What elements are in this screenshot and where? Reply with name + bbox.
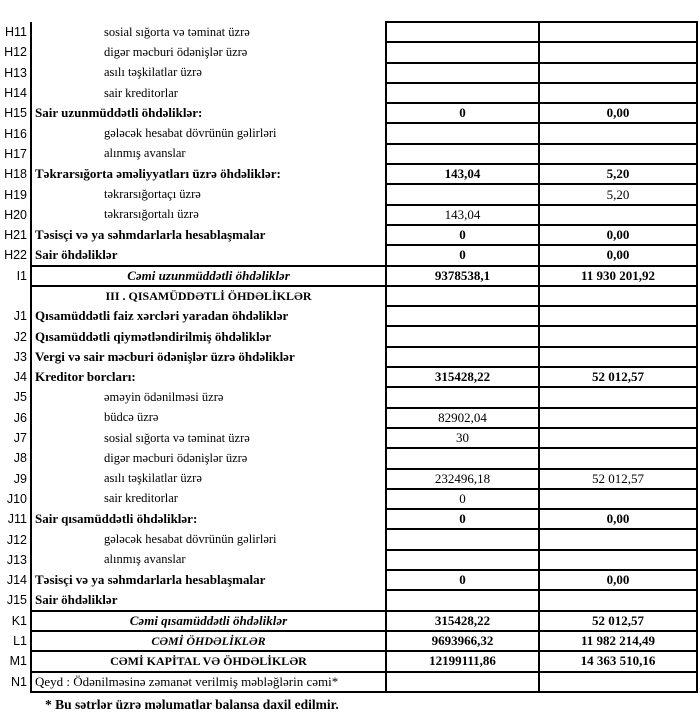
value-current: 143,04: [386, 164, 539, 184]
table-row: [3, 550, 697, 570]
row-code: H19: [4, 187, 27, 202]
row-label: Qısamüddətli faiz xərcləri yaradan öhdəliklər: [31, 306, 386, 326]
value-current: [386, 306, 539, 326]
table-row: [3, 387, 697, 407]
row-label: Sair uzunmüddətli öhdəliklər:: [31, 103, 386, 123]
value-current: 0: [386, 570, 539, 590]
row-code: J1: [13, 309, 27, 324]
value-previous: 14 363 510,16: [539, 651, 697, 671]
value-current: 0: [386, 489, 539, 509]
row-code: H12: [4, 45, 27, 60]
table-row: [3, 306, 697, 326]
value-current: [386, 22, 539, 42]
value-previous: 5,20: [539, 184, 697, 204]
value-previous: [539, 63, 697, 83]
row-label: CƏMİ KAPİTAL VƏ ÖHDƏLİKLƏR: [31, 651, 386, 671]
value-previous: [539, 550, 697, 570]
value-current: 232496,18: [386, 469, 539, 489]
value-current: [386, 326, 539, 346]
row-label: digər məcburi ödənişlər üzrə: [31, 448, 386, 468]
row-label: alınmış avanslar: [31, 144, 386, 164]
row-label: Cəmi qısamüddətli öhdəliklər: [31, 611, 386, 631]
value-current: [386, 184, 539, 204]
row-code: H15: [4, 106, 27, 121]
value-current: [386, 42, 539, 62]
value-previous: [539, 408, 697, 428]
row-label: Kreditor borcları:: [31, 367, 386, 387]
table-row: [3, 103, 697, 123]
row-label: Vergi və sair məcburi ödənişlər üzrə öhdəliklər: [31, 347, 386, 367]
row-label: Sair öhdəliklər: [31, 245, 386, 265]
table-row: [3, 184, 697, 204]
row-code: J13: [6, 552, 27, 567]
row-label: Təsisçi və ya səhmdarlarla hesablaşmalar: [31, 225, 386, 245]
row-code: J4: [13, 370, 27, 385]
row-code: H22: [4, 248, 27, 263]
row-label: CƏMİ ÖHDƏLİKLƏR: [31, 631, 386, 651]
row-label: Cəmi uzunmüddətli öhdəliklər: [31, 266, 386, 286]
value-current: 9693966,32: [386, 631, 539, 651]
row-label: III . QISAMÜDDƏTLİ ÖHDƏLİKLƏR: [31, 286, 386, 306]
table-row: [3, 631, 697, 651]
value-previous: [539, 387, 697, 407]
row-code: [3, 286, 31, 306]
value-current: 0: [386, 225, 539, 245]
row-code: H17: [4, 146, 27, 161]
value-current: 82902,04: [386, 408, 539, 428]
row-code: H13: [4, 65, 27, 80]
row-label: sosial sığorta və təminat üzrə: [31, 22, 386, 42]
value-current: 0: [386, 509, 539, 529]
row-label: asılı təşkilatlar üzrə: [31, 469, 386, 489]
row-label: Qeyd : Ödənilməsinə zəmanət verilmiş məbləğlərin cəmi*: [31, 672, 386, 692]
value-current: [386, 286, 539, 306]
row-code: J14: [6, 573, 27, 588]
row-code: N1: [11, 674, 27, 689]
table-row: [3, 22, 697, 42]
row-code: J5: [13, 390, 27, 405]
row-label: asılı təşkilatlar üzrə: [31, 63, 386, 83]
value-previous: [539, 489, 697, 509]
balance-table: [3, 21, 698, 693]
value-current: 30: [386, 428, 539, 448]
row-code: J2: [13, 329, 27, 344]
row-code: J6: [13, 410, 27, 425]
row-label: Təkrarsığorta əməliyyatları üzrə öhdəliklər:: [31, 164, 386, 184]
value-current: 143,04: [386, 205, 539, 225]
value-current: [386, 550, 539, 570]
row-label: gələcək hesabat dövrünün gəlirləri: [31, 529, 386, 549]
row-label: alınmış avanslar: [31, 550, 386, 570]
value-previous: [539, 326, 697, 346]
table-row: [3, 651, 697, 671]
value-current: 0: [386, 103, 539, 123]
row-code: J10: [6, 491, 27, 506]
table-row: [3, 672, 697, 692]
value-current: [386, 144, 539, 164]
row-label: Sair qısamüddətli öhdəliklər:: [31, 509, 386, 529]
row-label: sair kreditorlar: [31, 83, 386, 103]
value-current: [386, 672, 539, 692]
table-row: [3, 286, 697, 306]
value-previous: [539, 347, 697, 367]
value-previous: [539, 144, 697, 164]
value-previous: [539, 286, 697, 306]
row-code: K1: [11, 613, 27, 628]
value-current: [386, 123, 539, 143]
value-previous: 52 012,57: [539, 469, 697, 489]
table-row: [3, 225, 697, 245]
row-code: H21: [4, 228, 27, 243]
table-row: [3, 469, 697, 489]
row-label: sosial sığorta və təminat üzrə: [31, 428, 386, 448]
value-current: 12199111,86: [386, 651, 539, 671]
row-label: təkrarsığortalı üzrə: [31, 205, 386, 225]
table-row: [3, 570, 697, 590]
value-previous: [539, 529, 697, 549]
row-label: digər məcburi ödənişlər üzrə: [31, 42, 386, 62]
row-code: J8: [13, 451, 27, 466]
value-previous: [539, 205, 697, 225]
row-label: təkrarsığortaçı üzrə: [31, 184, 386, 204]
table-row: [3, 42, 697, 62]
value-previous: [539, 448, 697, 468]
value-current: [386, 63, 539, 83]
row-code: I1: [16, 268, 27, 283]
row-code: J11: [7, 512, 27, 527]
row-label: Təsisçi və ya səhmdarlarla hesablaşmalar: [31, 570, 386, 590]
value-previous: [539, 123, 697, 143]
value-previous: 52 012,57: [539, 611, 697, 631]
value-previous: [539, 42, 697, 62]
balance-table-body: [3, 22, 697, 692]
value-previous: 52 012,57: [539, 367, 697, 387]
table-row: [3, 266, 697, 286]
value-previous: 0,00: [539, 509, 697, 529]
value-previous: 11 982 214,49: [539, 631, 697, 651]
row-code: H20: [4, 207, 27, 222]
value-current: [386, 590, 539, 610]
table-row: [3, 63, 697, 83]
value-previous: 11 930 201,92: [539, 266, 697, 286]
value-previous: 0,00: [539, 225, 697, 245]
table-row: [3, 164, 697, 184]
value-current: [386, 387, 539, 407]
row-label: büdcə üzrə: [31, 408, 386, 428]
row-label: Sair öhdəliklər: [31, 590, 386, 610]
value-previous: [539, 672, 697, 692]
row-code: H18: [4, 167, 27, 182]
table-row: [3, 144, 697, 164]
value-previous: [539, 428, 697, 448]
row-label: əməyin ödənilməsi üzrə: [31, 387, 386, 407]
row-code: J9: [13, 471, 27, 486]
value-current: [386, 448, 539, 468]
row-label: sair kreditorlar: [31, 489, 386, 509]
value-previous: [539, 83, 697, 103]
table-row: [3, 326, 697, 346]
table-row: [3, 509, 697, 529]
value-current: [386, 347, 539, 367]
table-row: [3, 611, 697, 631]
value-previous: [539, 306, 697, 326]
table-row: [3, 245, 697, 265]
value-current: [386, 529, 539, 549]
row-code: J3: [13, 349, 27, 364]
value-previous: 0,00: [539, 103, 697, 123]
row-code: J15: [6, 593, 27, 608]
footnote-text: * Bu sətrlər üzrə məlumatlar balansa daxil edilmir.: [45, 697, 339, 712]
value-current: [386, 83, 539, 103]
table-row: [3, 205, 697, 225]
row-code: J12: [6, 532, 27, 547]
value-current: 0: [386, 245, 539, 265]
row-code: L1: [13, 634, 27, 649]
value-previous: [539, 22, 697, 42]
row-code: J7: [13, 431, 27, 446]
table-row: [3, 347, 697, 367]
table-row: [3, 590, 697, 610]
row-code: H11: [4, 25, 27, 40]
value-previous: [539, 590, 697, 610]
table-row: [3, 428, 697, 448]
table-row: [3, 123, 697, 143]
table-row: [3, 529, 697, 549]
row-label: gələcək hesabat dövrünün gəlirləri: [31, 123, 386, 143]
table-row: [3, 367, 697, 387]
row-code: H16: [4, 126, 27, 141]
value-current: 9378538,1: [386, 266, 539, 286]
row-code: H14: [4, 86, 27, 101]
value-previous: 5,20: [539, 164, 697, 184]
table-row: [3, 489, 697, 509]
table-row: [3, 448, 697, 468]
value-previous: 0,00: [539, 245, 697, 265]
table-row: [3, 83, 697, 103]
value-previous: 0,00: [539, 570, 697, 590]
row-code: M1: [9, 654, 27, 669]
value-current: 315428,22: [386, 611, 539, 631]
value-current: 315428,22: [386, 367, 539, 387]
table-row: [3, 408, 697, 428]
row-label: Qısamüddətli qiymətləndirilmiş öhdəliklər: [31, 326, 386, 346]
